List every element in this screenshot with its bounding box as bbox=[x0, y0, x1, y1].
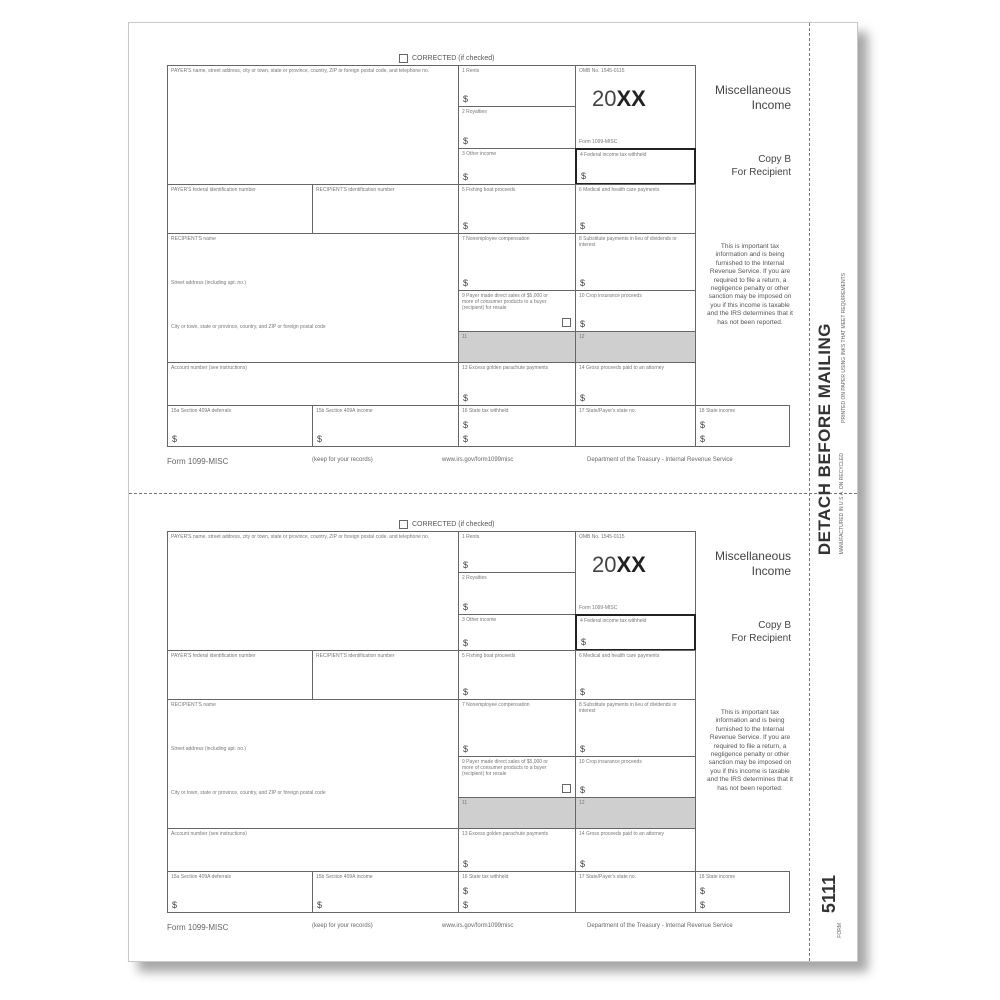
box13-label: 13 Excess golden parachute payments bbox=[462, 831, 549, 837]
street-label: Street address (including apt. no.) bbox=[171, 280, 247, 286]
box10-field[interactable] bbox=[575, 290, 696, 332]
manufactured-note: MANUFACTURED IN U.S.A. ON RECYCLED bbox=[839, 453, 845, 555]
account-number-field[interactable] bbox=[167, 362, 459, 406]
box8-label: 8 Substitute payments in lieu of dividends or interest bbox=[579, 702, 677, 714]
box16-dollar-1: $ bbox=[463, 420, 469, 430]
corrected-label: CORRECTED (if checked) bbox=[412, 520, 495, 528]
recipient-tin-field[interactable] bbox=[312, 184, 459, 234]
payer-info-field[interactable] bbox=[167, 531, 459, 651]
horizontal-perforation bbox=[129, 493, 857, 494]
street-label: Street address (including apt. no.) bbox=[171, 746, 247, 752]
box17-field[interactable] bbox=[575, 871, 696, 913]
box13-dollar: $ bbox=[463, 393, 469, 403]
payer-info-field[interactable] bbox=[167, 65, 459, 185]
box18-label: 18 State income bbox=[699, 408, 736, 414]
box12-field bbox=[575, 331, 696, 363]
box1-label: 1 Rents bbox=[462, 534, 480, 540]
omb-number: OMB No. 1545-0115 bbox=[579, 68, 625, 74]
account-number-field[interactable] bbox=[167, 828, 459, 872]
year-omb-box bbox=[575, 531, 696, 615]
recipient-tin-label: RECIPIENT'S identification number bbox=[316, 187, 395, 193]
box18-dollar-1: $ bbox=[700, 886, 706, 896]
box8-field[interactable] bbox=[575, 233, 696, 291]
footer-keep: (keep for your records) bbox=[312, 923, 373, 929]
form-label: Form 1099-MISC bbox=[579, 139, 618, 145]
box3-field[interactable] bbox=[458, 148, 576, 185]
recipient-name-label: RECIPIENT'S name bbox=[171, 236, 216, 242]
copy-label: Copy B bbox=[758, 154, 791, 165]
box16-field[interactable] bbox=[458, 871, 576, 913]
box11-label: 11 bbox=[462, 334, 468, 340]
form-title-line2: Income bbox=[751, 98, 791, 112]
box16-field[interactable] bbox=[458, 405, 576, 447]
copy-designation bbox=[732, 619, 791, 645]
form-number: 5111 bbox=[819, 875, 839, 914]
box5-label: 5 Fishing boat proceeds bbox=[462, 653, 516, 659]
box4-field[interactable] bbox=[575, 148, 696, 185]
box15a-dollar: $ bbox=[172, 900, 178, 910]
box8-label: 8 Substitute payments in lieu of dividends or interest bbox=[579, 236, 677, 248]
form-title-line1: Miscellaneous bbox=[714, 83, 791, 97]
box14-label: 14 Gross proceeds paid to an attorney bbox=[579, 831, 665, 837]
box11-field bbox=[458, 797, 576, 829]
corrected-checkbox-row bbox=[399, 53, 494, 63]
payer-tin-label: PAYER'S federal identification number bbox=[171, 653, 256, 659]
box16-dollar-2: $ bbox=[463, 900, 469, 910]
city-label: City or town, state or province, country, and ZIP or foreign postal code bbox=[171, 324, 326, 330]
box17-label: 17 State/Payer's state no. bbox=[579, 408, 637, 414]
box14-dollar: $ bbox=[580, 859, 586, 869]
tax-year bbox=[592, 552, 646, 578]
omb-number: OMB No. 1545-0115 bbox=[579, 534, 625, 540]
footer-form-name: Form 1099-MISC bbox=[167, 923, 229, 932]
box15a-field[interactable] bbox=[167, 871, 313, 913]
box4-label: 4 Federal income tax withheld bbox=[580, 618, 647, 624]
box10-dollar: $ bbox=[580, 785, 586, 795]
notice-text: This is important tax information and is being furnished to the Internal Revenue Service. If you are required to file a return, a negligence penalty or other sanction may be imposed on you if this income is taxable and the IRS determines that it has not been reported. bbox=[707, 709, 793, 792]
box9-label: 9 Payer made direct sales of $5,000 or more of consumer products to a buyer (recipient) for resale bbox=[462, 759, 548, 777]
recipient-name-label: RECIPIENT'S name bbox=[171, 702, 216, 708]
tax-year bbox=[592, 86, 646, 112]
box9-label: 9 Payer made direct sales of $5,000 or more of consumer products to a buyer (recipient) for resale bbox=[462, 293, 548, 311]
box17-label: 17 State/Payer's state no. bbox=[579, 874, 637, 880]
box7-field[interactable] bbox=[458, 233, 576, 291]
box14-label: 14 Gross proceeds paid to an attorney bbox=[579, 365, 665, 371]
box11-label: 11 bbox=[462, 800, 468, 806]
box10-field[interactable] bbox=[575, 756, 696, 798]
box2-field[interactable] bbox=[458, 106, 576, 149]
box1-dollar: $ bbox=[463, 94, 469, 104]
box1-field[interactable] bbox=[458, 531, 576, 573]
form-title bbox=[715, 83, 791, 113]
form-sheet bbox=[128, 22, 858, 962]
form-copy-top bbox=[167, 53, 797, 473]
paper-ink-note: PRINTED ON PAPER USING INKS THAT MEET REQUIREMENTS bbox=[841, 273, 847, 423]
form-copy-bottom bbox=[167, 519, 797, 939]
box4-dollar: $ bbox=[581, 637, 587, 647]
box9-field[interactable] bbox=[458, 290, 576, 332]
corrected-label: CORRECTED (if checked) bbox=[412, 54, 495, 62]
box7-dollar: $ bbox=[463, 744, 469, 754]
footer-keep: (keep for your records) bbox=[312, 457, 373, 463]
box13-field[interactable] bbox=[458, 362, 576, 406]
recipient-info-field[interactable] bbox=[167, 233, 459, 363]
box15b-field[interactable] bbox=[312, 405, 459, 447]
footer-url: www.irs.gov/form1099misc bbox=[442, 923, 514, 929]
box13-dollar: $ bbox=[463, 859, 469, 869]
form-title-line2: Income bbox=[751, 564, 791, 578]
copy-for-label: For Recipient bbox=[731, 633, 791, 644]
recipient-tin-field[interactable] bbox=[312, 650, 459, 700]
corrected-checkbox[interactable] bbox=[399, 54, 408, 63]
box15b-dollar: $ bbox=[317, 434, 323, 444]
footer-dept: Department of the Treasury - Internal Revenue Service bbox=[587, 457, 733, 463]
box16-dollar-2: $ bbox=[463, 434, 469, 444]
box9-field[interactable] bbox=[458, 756, 576, 798]
box12-field bbox=[575, 797, 696, 829]
box17-field[interactable] bbox=[575, 405, 696, 447]
notice-text: This is important tax information and is being furnished to the Internal Revenue Service. If you are required to file a return, a negligence penalty or other sanction may be imposed on you if this income is taxable and the IRS determines that it has not been reported. bbox=[707, 243, 793, 326]
box4-field[interactable] bbox=[575, 614, 696, 651]
box11-field bbox=[458, 331, 576, 363]
box3-field[interactable] bbox=[458, 614, 576, 651]
box7-label: 7 Nonemployee compensation bbox=[462, 702, 530, 708]
form-label: Form 1099-MISC bbox=[579, 605, 618, 611]
box2-label: 2 Royalties bbox=[462, 109, 487, 115]
box9-checkbox[interactable] bbox=[562, 318, 571, 327]
box4-dollar: $ bbox=[581, 171, 587, 181]
city-label: City or town, state or province, country, and ZIP or foreign postal code bbox=[171, 790, 326, 796]
account-number-label: Account number (see instructions) bbox=[171, 365, 247, 371]
box7-field[interactable] bbox=[458, 699, 576, 757]
payer-tin-field[interactable] bbox=[167, 184, 313, 234]
box9-checkbox[interactable] bbox=[562, 784, 571, 793]
footer-dept: Department of the Treasury - Internal Revenue Service bbox=[587, 923, 733, 929]
tax-year-prefix: 20 bbox=[592, 552, 617, 577]
vertical-perforation bbox=[809, 23, 810, 961]
year-omb-box bbox=[575, 65, 696, 149]
box12-label: 12 bbox=[579, 800, 585, 806]
box8-field[interactable] bbox=[575, 699, 696, 757]
box6-field[interactable] bbox=[575, 650, 696, 700]
box3-label: 3 Other income bbox=[462, 617, 497, 623]
box5-dollar: $ bbox=[463, 221, 469, 231]
box6-label: 6 Medical and health care payments bbox=[579, 653, 660, 659]
box16-label: 16 State tax withheld bbox=[462, 408, 509, 414]
box7-dollar: $ bbox=[463, 278, 469, 288]
box3-dollar: $ bbox=[463, 172, 469, 182]
box1-label: 1 Rents bbox=[462, 68, 480, 74]
box2-dollar: $ bbox=[463, 136, 469, 146]
box1-field[interactable] bbox=[458, 65, 576, 107]
box15b-label: 15b Section 409A income bbox=[316, 874, 373, 880]
box13-field[interactable] bbox=[458, 828, 576, 872]
form-title-line1: Miscellaneous bbox=[714, 549, 791, 563]
form-word: FORM bbox=[837, 923, 843, 938]
tax-year-suffix: XX bbox=[616, 552, 646, 577]
box4-label: 4 Federal income tax withheld bbox=[580, 152, 647, 158]
box14-dollar: $ bbox=[580, 393, 586, 403]
box15b-field[interactable] bbox=[312, 871, 459, 913]
box2-field[interactable] bbox=[458, 572, 576, 615]
box12-label: 12 bbox=[579, 334, 585, 340]
box15a-field[interactable] bbox=[167, 405, 313, 447]
box15a-label: 15a Section 409A deferrals bbox=[171, 874, 232, 880]
box18-dollar-2: $ bbox=[700, 900, 706, 910]
box5-dollar: $ bbox=[463, 687, 469, 697]
box6-dollar: $ bbox=[580, 221, 586, 231]
copy-for-label: For Recipient bbox=[731, 167, 791, 178]
box8-dollar: $ bbox=[580, 278, 586, 288]
corrected-checkbox[interactable] bbox=[399, 520, 408, 529]
recipient-tin-label: RECIPIENT'S identification number bbox=[316, 653, 395, 659]
box7-label: 7 Nonemployee compensation bbox=[462, 236, 530, 242]
payer-info-label: PAYER'S name, street address, city or town, state or province, country, ZIP or foreign postal code, and telephone no. bbox=[171, 68, 430, 74]
box13-label: 13 Excess golden parachute payments bbox=[462, 365, 549, 371]
footer-form-name: Form 1099-MISC bbox=[167, 457, 229, 466]
box1-dollar: $ bbox=[463, 560, 469, 570]
box3-label: 3 Other income bbox=[462, 151, 497, 157]
box18-label: 18 State income bbox=[699, 874, 736, 880]
box15a-dollar: $ bbox=[172, 434, 178, 444]
box14-field[interactable] bbox=[575, 362, 696, 406]
box15b-dollar: $ bbox=[317, 900, 323, 910]
corrected-checkbox-row bbox=[399, 519, 494, 529]
box14-field[interactable] bbox=[575, 828, 696, 872]
box8-dollar: $ bbox=[580, 744, 586, 754]
box5-label: 5 Fishing boat proceeds bbox=[462, 187, 516, 193]
tax-year-prefix: 20 bbox=[592, 86, 617, 111]
tax-year-suffix: XX bbox=[616, 86, 646, 111]
box15a-label: 15a Section 409A deferrals bbox=[171, 408, 232, 414]
box18-dollar-2: $ bbox=[700, 434, 706, 444]
form-title bbox=[715, 549, 791, 579]
box10-label: 10 Crop insurance proceeds bbox=[579, 759, 642, 765]
footer-url: www.irs.gov/form1099misc bbox=[442, 457, 514, 463]
box10-dollar: $ bbox=[580, 319, 586, 329]
box18-field[interactable] bbox=[695, 405, 790, 447]
box5-field[interactable] bbox=[458, 650, 576, 700]
payer-tin-label: PAYER'S federal identification number bbox=[171, 187, 256, 193]
box6-label: 6 Medical and health care payments bbox=[579, 187, 660, 193]
box2-dollar: $ bbox=[463, 602, 469, 612]
box16-label: 16 State tax withheld bbox=[462, 874, 509, 880]
payer-info-label: PAYER'S name, street address, city or town, state or province, country, ZIP or foreign postal code, and telephone no. bbox=[171, 534, 430, 540]
account-number-label: Account number (see instructions) bbox=[171, 831, 247, 837]
box15b-label: 15b Section 409A income bbox=[316, 408, 373, 414]
recipient-info-field[interactable] bbox=[167, 699, 459, 829]
box3-dollar: $ bbox=[463, 638, 469, 648]
box18-field[interactable] bbox=[695, 871, 790, 913]
detach-before-mailing-label: DETACH BEFORE MAILING bbox=[815, 323, 834, 556]
box6-field[interactable] bbox=[575, 184, 696, 234]
box16-dollar-1: $ bbox=[463, 886, 469, 896]
box10-label: 10 Crop insurance proceeds bbox=[579, 293, 642, 299]
copy-label: Copy B bbox=[758, 620, 791, 631]
box2-label: 2 Royalties bbox=[462, 575, 487, 581]
box5-field[interactable] bbox=[458, 184, 576, 234]
box18-dollar-1: $ bbox=[700, 420, 706, 430]
box6-dollar: $ bbox=[580, 687, 586, 697]
payer-tin-field[interactable] bbox=[167, 650, 313, 700]
copy-designation bbox=[732, 153, 791, 179]
